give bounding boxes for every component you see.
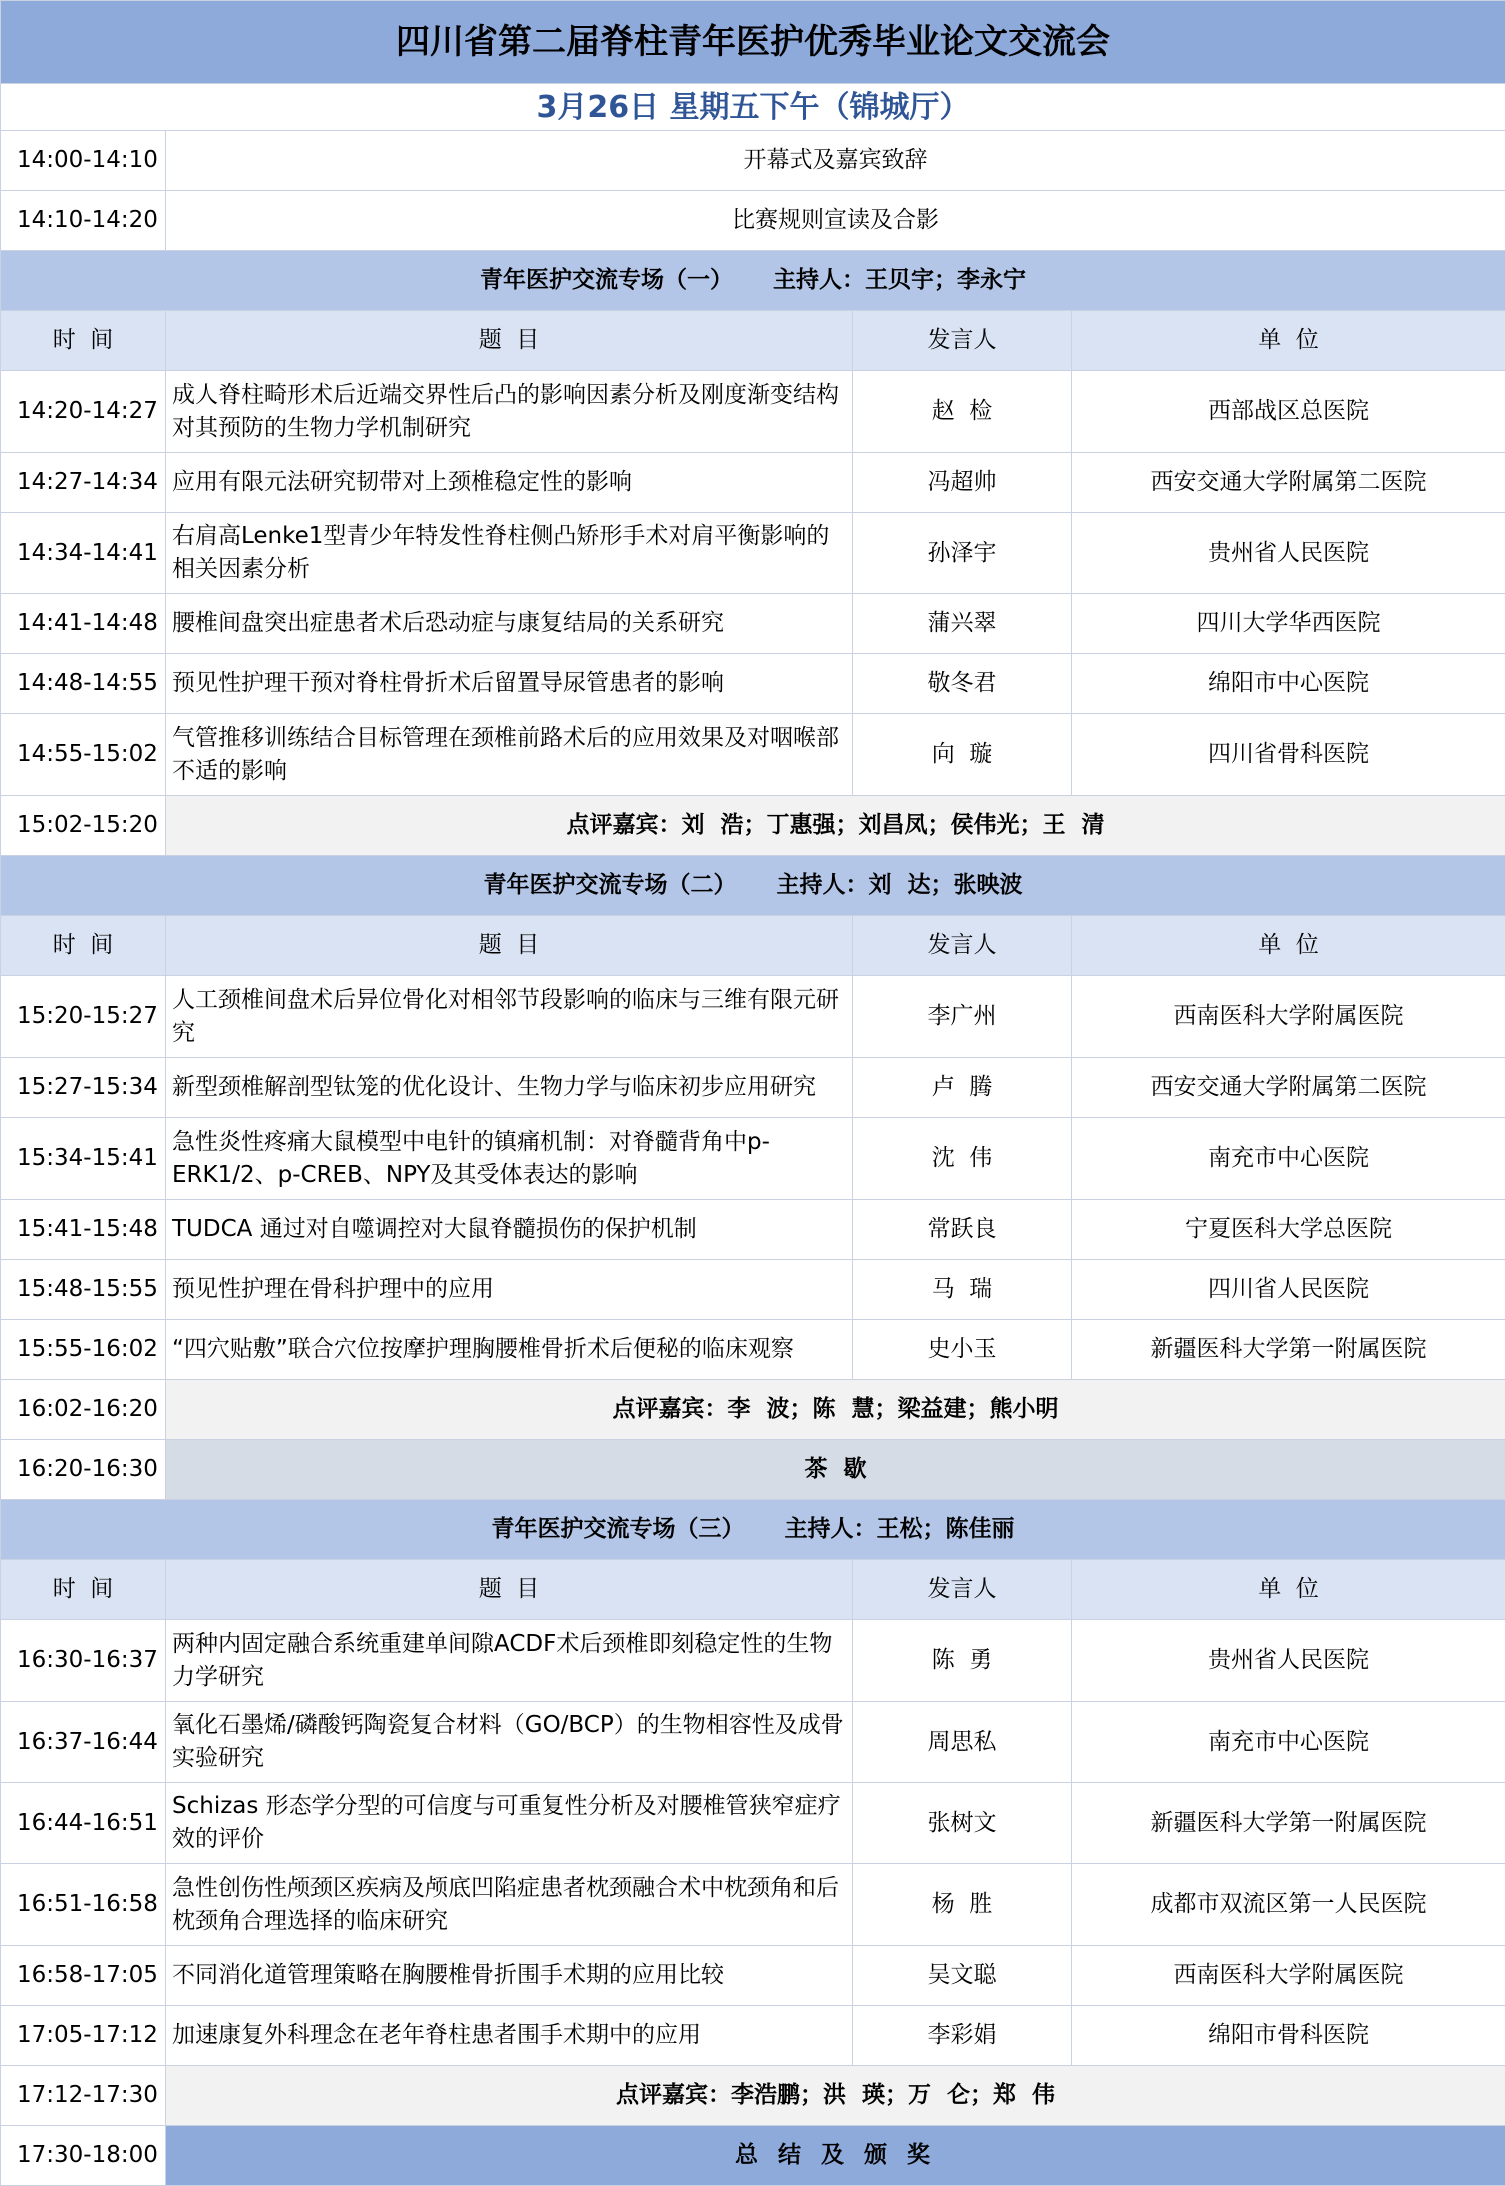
session-header <box>1 251 1505 311</box>
speaker-cell: 李广州 <box>853 976 1072 1058</box>
unit-cell: 成都市双流区第一人民医院 <box>1072 1864 1505 1946</box>
unit-cell: 新疆医科大学第一附属医院 <box>1072 1320 1505 1380</box>
speaker-cell: 赵 检 <box>853 371 1072 453</box>
title-row <box>1 1 1505 84</box>
time-cell: 15:27-15:34 <box>1 1058 166 1118</box>
topic-cell: TUDCA 通过对自噬调控对大鼠脊髓损伤的保护机制 <box>166 1200 853 1260</box>
time-cell: 15:20-15:27 <box>1 976 166 1058</box>
topic-cell: 气管推移训练结合目标管理在颈椎前路术后的应用效果及对咽喉部不适的影响 <box>166 714 853 796</box>
unit-cell: 绵阳市中心医院 <box>1072 654 1505 714</box>
topic-cell: 氧化石墨烯/磷酸钙陶瓷复合材料（GO/BCP）的生物相容性及成骨实验研究 <box>166 1702 853 1783</box>
table-row <box>1 1702 1505 1783</box>
header-topic: 题 目 <box>166 916 853 976</box>
topic-cell: 新型颈椎解剖型钛笼的优化设计、生物力学与临床初步应用研究 <box>166 1058 853 1118</box>
time-cell: 17:30-18:00 <box>1 2126 166 2186</box>
table-row <box>1 1946 1505 2006</box>
table-row <box>1 1118 1505 1200</box>
column-header-row <box>1 916 1505 976</box>
table-row <box>1 654 1505 714</box>
table-row <box>1 1783 1505 1864</box>
time-cell: 15:34-15:41 <box>1 1118 166 1200</box>
review-row <box>1 796 1505 856</box>
unit-cell: 新疆医科大学第一附属医院 <box>1072 1783 1505 1864</box>
speaker-cell: 马 瑞 <box>853 1260 1072 1320</box>
header-speaker: 发言人 <box>853 916 1072 976</box>
topic-cell: 应用有限元法研究韧带对上颈椎稳定性的影响 <box>166 453 853 513</box>
speaker-cell: 李彩娟 <box>853 2006 1072 2066</box>
speaker-cell: 沈 伟 <box>853 1118 1072 1200</box>
session-header <box>1 1500 1505 1560</box>
table-row <box>1 453 1505 513</box>
column-header-row <box>1 311 1505 371</box>
time-cell: 17:05-17:12 <box>1 2006 166 2066</box>
unit-cell: 绵阳市骨科医院 <box>1072 2006 1505 2066</box>
date-heading: 3月26日 星期五下午（锦城厅） <box>1 84 1505 131</box>
unit-cell: 四川大学华西医院 <box>1072 594 1505 654</box>
topic-cell: 加速康复外科理念在老年脊柱患者围手术期中的应用 <box>166 2006 853 2066</box>
session-title: 青年医护交流专场（三） 主持人：王松；陈佳丽 <box>1 1500 1505 1560</box>
unit-cell: 贵州省人民医院 <box>1072 1620 1505 1702</box>
header-topic: 题 目 <box>166 1560 853 1620</box>
header-topic: 题 目 <box>166 311 853 371</box>
time-cell: 16:37-16:44 <box>1 1702 166 1783</box>
unit-cell: 西南医科大学附属医院 <box>1072 976 1505 1058</box>
speaker-cell: 卢 腾 <box>853 1058 1072 1118</box>
table-row <box>1 1864 1505 1946</box>
time-cell: 15:48-15:55 <box>1 1260 166 1320</box>
unit-cell: 南充市中心医院 <box>1072 1702 1505 1783</box>
review-guests: 点评嘉宾：李浩鹏；洪 瑛；万 仑；郑 伟 <box>166 2066 1505 2126</box>
time-cell: 14:48-14:55 <box>1 654 166 714</box>
topic-cell: 急性炎性疼痛大鼠模型中电针的镇痛机制：对脊髓背角中p-ERK1/2、p-CREB、NPY及其受体表达的影响 <box>166 1118 853 1200</box>
unit-cell: 西部战区总医院 <box>1072 371 1505 453</box>
header-speaker: 发言人 <box>853 311 1072 371</box>
closing-ceremony: 总 结 及 颁 奖 <box>166 2126 1505 2186</box>
topic-cell: 预见性护理在骨科护理中的应用 <box>166 1260 853 1320</box>
speaker-cell: 陈 勇 <box>853 1620 1072 1702</box>
table-row <box>1 714 1505 796</box>
time-cell: 16:51-16:58 <box>1 1864 166 1946</box>
topic-cell: 人工颈椎间盘术后异位骨化对相邻节段影响的临床与三维有限元研究 <box>166 976 853 1058</box>
table-row <box>1 2006 1505 2066</box>
schedule-row <box>1 131 1505 191</box>
table-row <box>1 1320 1505 1380</box>
table-row <box>1 1200 1505 1260</box>
column-header-row <box>1 1560 1505 1620</box>
time-cell: 16:02-16:20 <box>1 1380 166 1440</box>
speaker-cell: 敬冬君 <box>853 654 1072 714</box>
event-cell: 开幕式及嘉宾致辞 <box>166 131 1505 191</box>
page-title: 四川省第二届脊柱青年医护优秀毕业论文交流会 <box>1 1 1505 84</box>
topic-cell: 右肩高Lenke1型青少年特发性脊柱侧凸矫形手术对肩平衡影响的相关因素分析 <box>166 513 853 594</box>
header-unit: 单 位 <box>1072 916 1505 976</box>
time-cell: 14:10-14:20 <box>1 191 166 251</box>
topic-cell: 预见性护理干预对脊柱骨折术后留置导尿管患者的影响 <box>166 654 853 714</box>
time-cell: 14:20-14:27 <box>1 371 166 453</box>
topic-cell: 腰椎间盘突出症患者术后恐动症与康复结局的关系研究 <box>166 594 853 654</box>
header-time: 时 间 <box>1 311 166 371</box>
table-row <box>1 1260 1505 1320</box>
unit-cell: 宁夏医科大学总医院 <box>1072 1200 1505 1260</box>
event-cell: 比赛规则宣读及合影 <box>166 191 1505 251</box>
time-cell: 16:58-17:05 <box>1 1946 166 2006</box>
unit-cell: 南充市中心医院 <box>1072 1118 1505 1200</box>
table-row <box>1 513 1505 594</box>
topic-cell: “四穴贴敷”联合穴位按摩护理胸腰椎骨折术后便秘的临床观察 <box>166 1320 853 1380</box>
table-row <box>1 371 1505 453</box>
header-time: 时 间 <box>1 916 166 976</box>
unit-cell: 西南医科大学附属医院 <box>1072 1946 1505 2006</box>
speaker-cell: 孙泽宇 <box>853 513 1072 594</box>
header-unit: 单 位 <box>1072 1560 1505 1620</box>
schedule-row <box>1 191 1505 251</box>
topic-cell: Schizas 形态学分型的可信度与可重复性分析及对腰椎管狭窄症疗效的评价 <box>166 1783 853 1864</box>
tea-break-row <box>1 1440 1505 1500</box>
session-title: 青年医护交流专场（二） 主持人：刘 达；张映波 <box>1 856 1505 916</box>
topic-cell: 成人脊柱畸形术后近端交界性后凸的影响因素分析及刚度渐变结构对其预防的生物力学机制研究 <box>166 371 853 453</box>
time-cell: 14:27-14:34 <box>1 453 166 513</box>
topic-cell: 两种内固定融合系统重建单间隙ACDF术后颈椎即刻稳定性的生物力学研究 <box>166 1620 853 1702</box>
speaker-cell: 杨 胜 <box>853 1864 1072 1946</box>
speaker-cell: 向 璇 <box>853 714 1072 796</box>
speaker-cell: 张树文 <box>853 1783 1072 1864</box>
tea-break: 茶 歇 <box>166 1440 1505 1500</box>
unit-cell: 贵州省人民医院 <box>1072 513 1505 594</box>
topic-cell: 不同消化道管理策略在胸腰椎骨折围手术期的应用比较 <box>166 1946 853 2006</box>
header-time: 时 间 <box>1 1560 166 1620</box>
time-cell: 17:12-17:30 <box>1 2066 166 2126</box>
table-row <box>1 1058 1505 1118</box>
time-cell: 15:55-16:02 <box>1 1320 166 1380</box>
unit-cell: 西安交通大学附属第二医院 <box>1072 1058 1505 1118</box>
table-row <box>1 1620 1505 1702</box>
time-cell: 15:02-15:20 <box>1 796 166 856</box>
time-cell: 14:41-14:48 <box>1 594 166 654</box>
speaker-cell: 吴文聪 <box>853 1946 1072 2006</box>
session-title: 青年医护交流专场（一） 主持人：王贝宇；李永宁 <box>1 251 1505 311</box>
review-row <box>1 1380 1505 1440</box>
time-cell: 16:44-16:51 <box>1 1783 166 1864</box>
date-row <box>1 84 1505 131</box>
speaker-cell: 常跃良 <box>853 1200 1072 1260</box>
closing-row <box>1 2126 1505 2186</box>
time-cell: 16:30-16:37 <box>1 1620 166 1702</box>
time-cell: 15:41-15:48 <box>1 1200 166 1260</box>
time-cell: 14:34-14:41 <box>1 513 166 594</box>
time-cell: 16:20-16:30 <box>1 1440 166 1500</box>
speaker-cell: 冯超帅 <box>853 453 1072 513</box>
review-guests: 点评嘉宾：刘 浩；丁惠强；刘昌凤；侯伟光；王 清 <box>166 796 1505 856</box>
review-guests: 点评嘉宾：李 波；陈 慧；梁益建；熊小明 <box>166 1380 1505 1440</box>
topic-cell: 急性创伤性颅颈区疾病及颅底凹陷症患者枕颈融合术中枕颈角和后枕颈角合理选择的临床研究 <box>166 1864 853 1946</box>
speaker-cell: 蒲兴翠 <box>853 594 1072 654</box>
speaker-cell: 史小玉 <box>853 1320 1072 1380</box>
session-header <box>1 856 1505 916</box>
header-speaker: 发言人 <box>853 1560 1072 1620</box>
unit-cell: 四川省人民医院 <box>1072 1260 1505 1320</box>
unit-cell: 西安交通大学附属第二医院 <box>1072 453 1505 513</box>
time-cell: 14:55-15:02 <box>1 714 166 796</box>
header-unit: 单 位 <box>1072 311 1505 371</box>
speaker-cell: 周思私 <box>853 1702 1072 1783</box>
table-row <box>1 976 1505 1058</box>
table-row <box>1 594 1505 654</box>
time-cell: 14:00-14:10 <box>1 131 166 191</box>
unit-cell: 四川省骨科医院 <box>1072 714 1505 796</box>
review-row <box>1 2066 1505 2126</box>
